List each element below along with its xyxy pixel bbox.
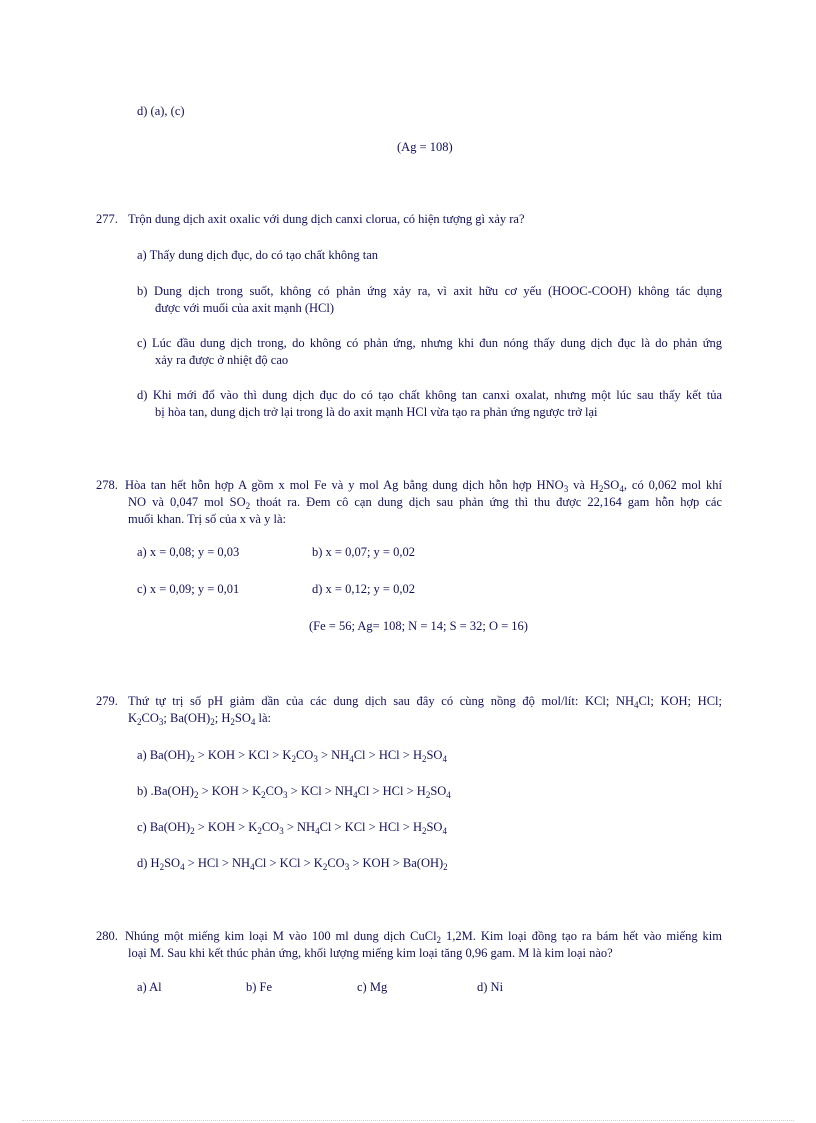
subscript: 2 [193,790,199,800]
subscript: 4 [250,862,255,872]
text-segment: > KOH > K [198,784,262,798]
text-segment: K [128,711,138,725]
text-segment: > KCl > NH [287,784,354,798]
option-d: d) Ni [477,980,504,994]
subscript: 2 [137,717,142,727]
subscript: 2 [190,754,195,764]
text-segment: d) H [137,856,160,870]
option-d: d) Khi mới đổ vào thì dung dịch đục do có tạo chất không tan canxi oxalat, nhưng một lúc sau thấy kết tủa [137,388,722,402]
text-segment: b) .Ba(OH) [137,784,194,798]
option-a [137,748,447,763]
text-segment: ; H [214,711,231,725]
subscript: 3 [313,754,318,764]
text-segment: SO [430,784,447,798]
text-segment: là: [255,711,272,725]
subscript: 2 [190,826,195,836]
question-stem-line3: muối khan. Trị số của x và y là: [128,512,286,526]
subscript: 2 [421,826,427,836]
subscript: 2 [322,862,328,872]
question-stem-line2 [128,711,271,726]
option-d-cont: bị hòa tan, dung dịch trở lại trong là do axit mạnh HCl vừa tạo ra phản ứng ngược trở lại [155,405,598,419]
subscript: 4 [180,862,185,872]
subscript: 4 [619,484,624,494]
prev-option-d: d) (a), (c) [137,104,185,118]
text-segment: , có 0,062 mol khí [623,478,723,492]
subscript: 2 [245,501,251,511]
option-c: c) Lúc đầu dung dịch trong, do không có phản ứng, nhưng khi đun nóng thấy dung dịch đục là do phản ứng [137,336,722,350]
subscript: 2 [210,717,215,727]
question-number: 277. [96,212,118,226]
question-stem-line2 [128,495,722,510]
option-c: c) x = 0,09; y = 0,01 [137,582,240,596]
text-segment: SO [164,856,181,870]
option-b: b) x = 0,07; y = 0,02 [312,545,415,559]
subscript: 4 [349,754,354,764]
question-stem-line2: loại M. Sau khi kết thúc phản ứng, khối lượng miếng kim loại tăng 0,96 gam. M là kim loại nào? [128,946,613,960]
option-a: a) x = 0,08; y = 0,03 [137,545,240,559]
text-segment: SO [426,820,443,834]
subscript: 2 [159,862,165,872]
subscript: 3 [158,717,164,727]
subscript: 2 [436,935,442,945]
subscript: 3 [283,790,288,800]
option-c: c) Mg [357,980,388,994]
text-segment: và H [568,478,599,492]
text-segment: SO [603,478,620,492]
text-segment: > KOH > K [194,820,258,834]
text-segment: Cl; KOH; HCl; [638,694,722,708]
subscript: 2 [257,826,262,836]
option-b [137,784,451,799]
subscript: 2 [291,754,296,764]
text-segment: > KOH > KCl > K [194,748,292,762]
subscript: 2 [425,790,431,800]
text-segment: SO [426,748,443,762]
atomic-mass-note: (Ag = 108) [397,140,453,154]
subscript: 3 [279,826,284,836]
page-bottom-divider [22,1120,794,1121]
text-segment: Cl > KCl > HCl > H [319,820,422,834]
subscript: 4 [634,700,639,710]
text-segment: a) Ba(OH) [137,748,191,762]
option-b: b) Fe [246,980,273,994]
option-a: a) Thấy dung dịch đục, do có tạo chất không tan [137,248,379,262]
text-segment: > NH [317,748,350,762]
text-segment: CO [141,711,159,725]
text-segment: NO và 0,047 mol SO [128,495,246,509]
text-segment: Cl > HCl > H [353,748,422,762]
text-segment: CO [265,784,284,798]
subscript: 4 [353,790,358,800]
text-segment: Cl > KCl > K [254,856,323,870]
subscript: 2 [421,754,427,764]
option-c [137,820,447,835]
subscript: 2 [230,717,235,727]
question-number: 279. [96,694,118,708]
question-stem-line1 [125,478,722,493]
question-stem: Trộn dung dịch axit oxalic với dung dịch canxi clorua, có hiện tượng gì xảy ra? [128,212,525,226]
text-segment: > NH [283,820,316,834]
text-segment: CO [295,748,314,762]
text-segment: CO [327,856,345,870]
text-segment: c) Ba(OH) [137,820,191,834]
text-segment: Cl > HCl > H [357,784,426,798]
subscript: 4 [442,754,447,764]
subscript: 4 [442,826,447,836]
option-d [137,856,448,871]
text-segment: thoát ra. Đem cô cạn dung dịch sau phản ứng thì thu được 22,164 gam hỗn hợp các [250,495,723,509]
subscript: 2 [443,862,448,872]
option-a: a) Al [137,980,162,994]
text-segment: CO [261,820,280,834]
text-segment: ; Ba(OH) [163,711,211,725]
subscript: 2 [261,790,266,800]
atomic-mass-note: (Fe = 56; Ag= 108; N = 14; S = 32; O = 16) [309,619,528,633]
subscript: 3 [344,862,350,872]
text-segment: Hòa tan hết hỗn hợp A gồm x mol Fe và y mol Ag bằng dung dịch hỗn hợp HNO [125,478,564,492]
text-segment: Nhúng một miếng kim loại M vào 100 ml dung dịch CuCl [125,929,437,943]
option-b: b) Dung dịch trong suốt, không có phản ứng xảy ra, vì axit hữu cơ yếu (HOOC-COOH) không tác dụng [137,284,722,298]
text-segment: SO [234,711,251,725]
question-stem-line1 [128,694,722,709]
option-b-cont: được với muối của axit mạnh (HCl) [155,301,334,315]
text-segment: Thứ tự trị số pH giảm dần của các dung dịch sau đây có cùng nồng độ mol/lít: KCl; NH [128,694,635,708]
option-c-cont: xảy ra được ở nhiệt độ cao [155,353,289,367]
question-number: 280. [96,929,118,943]
question-number: 278. [96,478,118,492]
text-segment: > KOH > Ba(OH) [349,856,444,870]
question-stem-line1 [125,929,722,944]
subscript: 4 [446,790,451,800]
subscript: 4 [250,717,256,727]
text-segment: > HCl > NH [184,856,251,870]
option-d: d) x = 0,12; y = 0,02 [312,582,415,596]
subscript: 3 [563,484,569,494]
text-segment: 1,2M. Kim loại đồng tạo ra bám hết vào miếng kim [441,929,722,943]
subscript: 2 [598,484,604,494]
subscript: 4 [315,826,320,836]
